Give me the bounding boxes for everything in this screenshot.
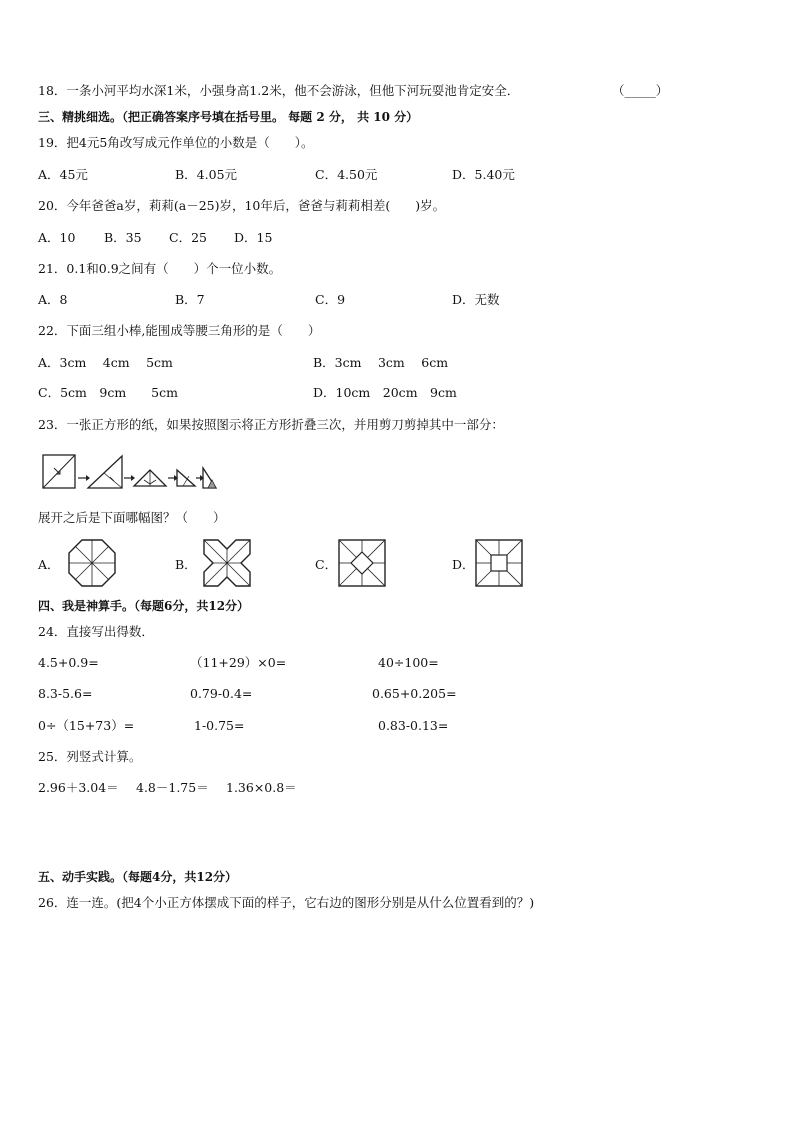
q24-expr: 0.79-0.4= bbox=[190, 686, 253, 701]
q22-option-c[interactable]: C．5cm 9cm 5cm bbox=[38, 385, 178, 400]
q24-expr: 0÷（15+73）= bbox=[38, 718, 135, 733]
q22-option-b[interactable]: B．3cm 3cm 6cm bbox=[313, 355, 449, 370]
q21-option-c[interactable]: C．9 bbox=[315, 292, 346, 307]
q26-text: 26．连一连。(把4个小正方体摆成下面的样子，它右边的图形分别是从什么位置看到的？) bbox=[38, 895, 535, 910]
q20-option-b[interactable]: B．35 bbox=[104, 230, 142, 245]
q22-option-d[interactable]: D．10cm 20cm 9cm bbox=[313, 385, 457, 400]
q25-item: 1.36×0.8＝ bbox=[226, 780, 297, 795]
q25-item: 2.96＋3.04＝ bbox=[38, 780, 119, 795]
q25-item: 4.8－1.75＝ bbox=[136, 780, 209, 795]
q24-expr: 40÷100= bbox=[378, 655, 439, 670]
q24-expr: 0.83-0.13= bbox=[378, 718, 449, 733]
q21-text: 21．0.1和0.9之间有（ ）个一位小数。 bbox=[38, 261, 282, 276]
q24-expr: 4.5+0.9= bbox=[38, 655, 99, 670]
q24-expr: 1-0.75= bbox=[194, 718, 245, 733]
q19-option-d[interactable]: D．5.40元 bbox=[452, 167, 515, 182]
q20-text: 20．今年爸爸a岁，莉莉(a－25)岁，10年后，爸爸与莉莉相差( )岁。 bbox=[38, 198, 446, 213]
q24-expr: 0.65+0.205= bbox=[372, 686, 457, 701]
q19-text: 19．把4元5角改写成元作单位的小数是（ ）。 bbox=[38, 135, 314, 150]
q18-text: 18．一条小河平均水深1米，小强身高1.2米，他不会游泳，但他下河玩耍池肯定安全． bbox=[38, 83, 520, 98]
q20-option-d[interactable]: D．15 bbox=[234, 230, 273, 245]
q19-option-a[interactable]: A．45元 bbox=[38, 167, 88, 182]
q23-option-c-label[interactable]: C． bbox=[315, 557, 338, 572]
q19-option-c[interactable]: C．4.50元 bbox=[315, 167, 378, 182]
q21-option-a[interactable]: A．8 bbox=[38, 292, 68, 307]
q23-option-a-figure[interactable] bbox=[67, 538, 117, 588]
q23-option-d-figure[interactable] bbox=[474, 538, 524, 588]
q20-option-c[interactable]: C．25 bbox=[169, 230, 207, 245]
q23-option-b-label[interactable]: B． bbox=[175, 557, 197, 572]
q21-option-d[interactable]: D．无数 bbox=[452, 292, 500, 307]
q23-option-d-label[interactable]: D． bbox=[452, 557, 475, 572]
q23-option-b-figure[interactable] bbox=[202, 538, 252, 588]
q23-question: 展开之后是下面哪幅图？（ ） bbox=[38, 510, 226, 525]
q18-answer-blank[interactable]: （_____） bbox=[612, 83, 669, 98]
q23-text: 23．一张正方形的纸，如果按照图示将正方形折叠三次，并用剪刀剪掉其中一部分： bbox=[38, 417, 504, 432]
q23-option-c-figure[interactable] bbox=[337, 538, 387, 588]
q23-option-a-label[interactable]: A． bbox=[38, 557, 60, 572]
q22-text: 22．下面三组小棒,能围成等腰三角形的是（ ） bbox=[38, 323, 321, 338]
q19-option-b[interactable]: B．4.05元 bbox=[175, 167, 238, 182]
q24-expr: （11+29）×0= bbox=[190, 655, 287, 670]
folding-steps-figure bbox=[40, 452, 220, 492]
section5-title: 五、动手实践。（每题4分，共12分） bbox=[38, 870, 238, 884]
q24-expr: 8.3-5.6= bbox=[38, 686, 93, 701]
section3-title: 三、精挑细选。（把正确答案序号填在括号里。 每题 2 分， 共 10 分） bbox=[38, 110, 419, 124]
q21-option-b[interactable]: B．7 bbox=[175, 292, 205, 307]
q25-text: 25．列竖式计算。 bbox=[38, 749, 142, 764]
q24-text: 24．直接写出得数． bbox=[38, 624, 154, 639]
q20-option-a[interactable]: A．10 bbox=[38, 230, 76, 245]
q22-option-a[interactable]: A．3cm 4cm 5cm bbox=[38, 355, 173, 370]
section4-title: 四、我是神算手。（每题6分，共12分） bbox=[38, 599, 250, 613]
